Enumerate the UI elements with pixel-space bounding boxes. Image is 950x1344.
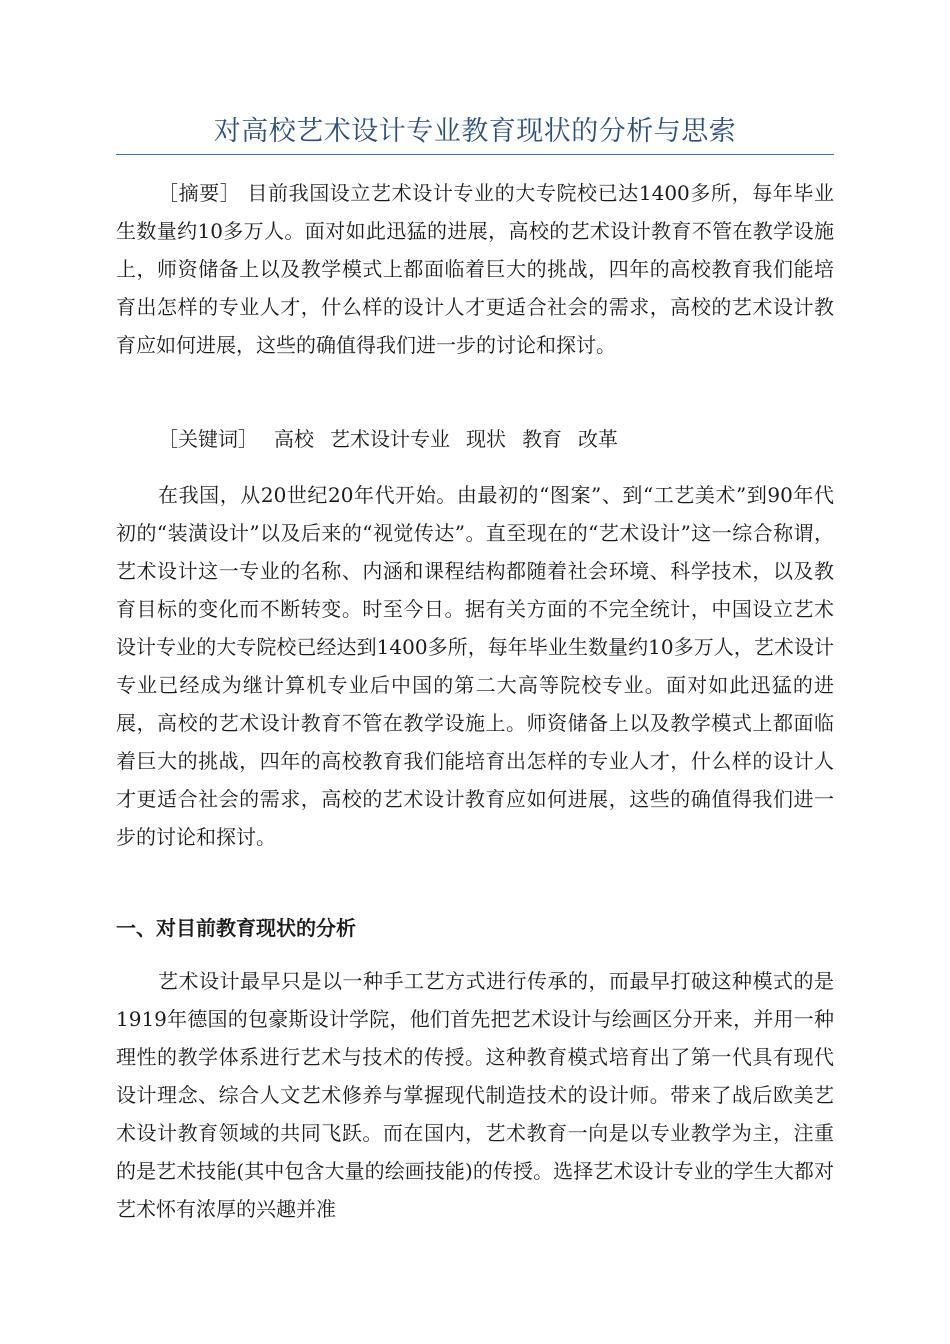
section-paragraph: 艺术设计最早只是以一种手工艺方式进行传承的，而最早打破这种模式的是1919年德国的包豪斯设计学院，他们首先把艺术设计与绘画区分开来，并用一种理性的教学体系进行艺术与技术的传授。这种教育模式培育出了第一代具有现代设计理念、综合人文艺术修养与掌握现代制造技术的设计师。带来了战后欧美艺术设计教育领域的共同飞跃。而在国内，艺术教育一向是以专业教学为主，注重的是艺术技能(其中包含大量的绘画技能)的传授。选择艺术设计专业的学生大都对艺术怀有浓厚的兴趣并准 (116, 969, 834, 1221)
keyword-item: 高校 (274, 427, 314, 451)
keyword-item: 现状 (466, 427, 506, 451)
title-underline (116, 154, 834, 155)
abstract-text: 目前我国设立艺术设计专业的大专院校已达1400多所，每年毕业生数量约10多万人。面对如此迅猛的进展，高校的艺术设计教育不管在教学设施上，师资储备上以及教学模式上都面临着巨大的挑战，四年的高校教育我们能培育出怎样的专业人才，什么样的设计人才更适合社会的需求，高校的艺术设计教育应如何进展，这些的确值得我们进一步的讨论和探讨。 (116, 181, 835, 357)
abstract-paragraph (116, 174, 834, 364)
abstract-label: ［摘要］ (158, 181, 241, 205)
keywords-label: ［关键词］ (158, 427, 258, 451)
intro-paragraph: 在我国，从20世纪20年代开始。由最初的“图案”、到“工艺美术”到90年代初的“装潢设计”以及后来的“视觉传达”。直至现在的“艺术设计”这一综合称谓，艺术设计这一专业的名称、内涵和课程结构都随着社会环境、科学技术，以及教育目标的变化而不断转变。时至今日。据有关方面的不完全统计，中国设立艺术设计专业的大专院校已经达到1400多所，每年毕业生数量约10多万人，艺术设计专业已经成为继计算机专业后中国的第二大高等院校专业。面对如此迅猛的进展，高校的艺术设计教育不管在教学设施上。师资储备上以及教学模式上都面临着巨大的挑战，四年的高校教育我们能培育出怎样的专业人才，什么样的设计人才更适合社会的需求，高校的艺术设计教育应如何进展，这些的确值得我们进一步的讨论和探讨。 (116, 483, 834, 849)
keyword-item: 艺术设计专业 (330, 427, 450, 451)
keywords-line (116, 420, 834, 458)
keyword-item: 改革 (578, 427, 618, 451)
section-heading: 一、对目前教育现状的分析 (116, 916, 356, 940)
document-title: 对高校艺术设计专业教育现状的分析与思索 (213, 116, 737, 147)
keyword-item: 教育 (522, 427, 562, 451)
